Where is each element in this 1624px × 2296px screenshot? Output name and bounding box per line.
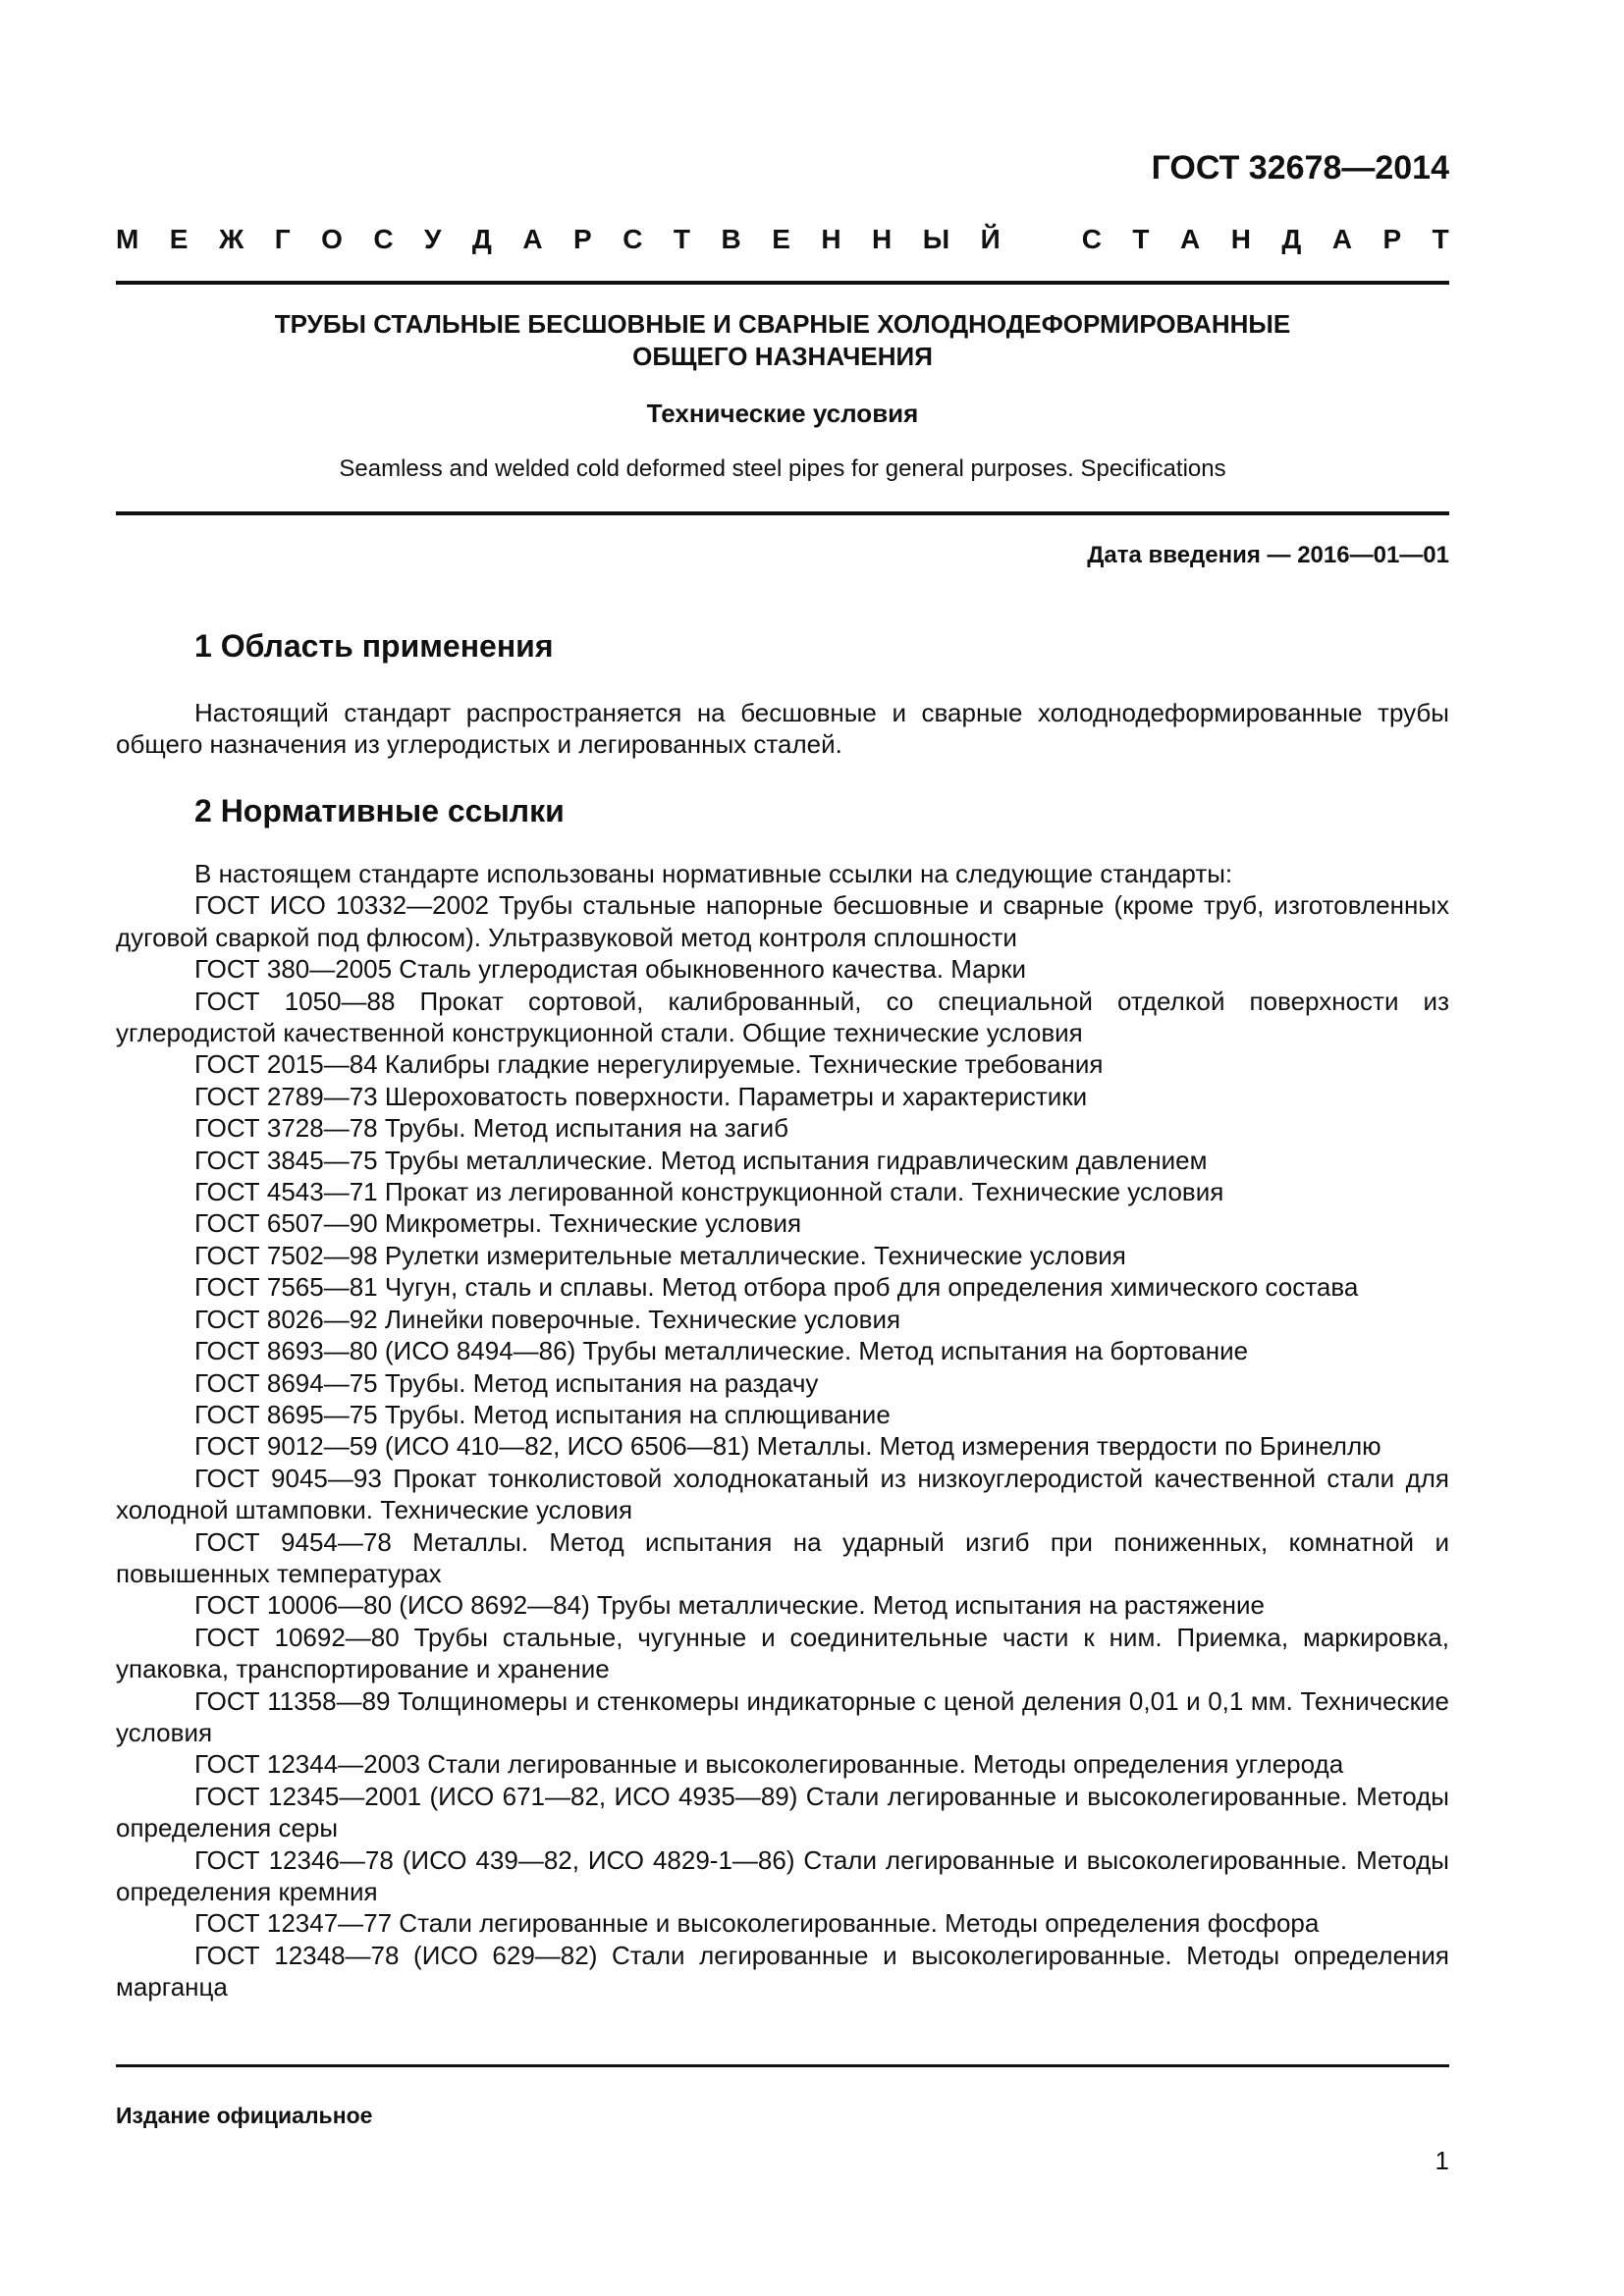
banner-letter: Е	[169, 224, 189, 254]
reference-item: ГОСТ 1050—88 Прокат сортовой, калиброванный, со специальной отделкой поверхности из углеродистой качественной конструкционной стали. Общие технические условия	[116, 986, 1449, 1048]
reference-item: ГОСТ 3728—78 Трубы. Метод испытания на загиб	[194, 1113, 789, 1144]
banner-letter: У	[424, 224, 442, 254]
banner-letter: Д	[1281, 224, 1302, 254]
reference-item: ГОСТ 9454—78 Металлы. Метод испытания на ударный изгиб при пониженных, комнатной и повышенных температурах	[116, 1526, 1449, 1588]
banner-letter: М	[116, 224, 139, 254]
banner-letter: А	[522, 224, 543, 254]
standard-designation: ГОСТ 32678—2014	[1151, 149, 1449, 187]
official-edition-label: Издание официальное	[116, 2103, 373, 2128]
reference-item: ГОСТ 12344—2003 Стали легированные и высоколегированные. Методы определения углерода	[194, 1749, 1344, 1780]
reference-item: ГОСТ 9045—93 Прокат тонколистовой холоднокатаный из низкоуглеродистой качественной стали для холодной штамповки. Технические условия	[116, 1463, 1449, 1525]
banner-letter: А	[1331, 224, 1353, 254]
banner-letter: Р	[573, 224, 592, 254]
introduction-date: Дата введения — 2016—01—01	[1087, 542, 1449, 568]
banner-letter: Н	[1230, 224, 1251, 254]
banner-letter: Й	[980, 224, 1001, 254]
banner-letter: Ж	[218, 224, 244, 254]
references-intro: В настоящем стандарте использованы нормативные ссылки на следующие стандарты:	[194, 859, 1233, 888]
reference-item: ГОСТ 12345—2001 (ИСО 671—82, ИСО 4935—89) Стали легированные и высоколегированные. Методы определения серы	[116, 1781, 1449, 1843]
page-number: 1	[1435, 2146, 1449, 2175]
reference-item: ГОСТ 8693—80 (ИСО 8494—86) Трубы металлические. Метод испытания на бортование	[194, 1336, 1249, 1366]
banner-letter: Т	[673, 224, 691, 254]
banner-letter: Г	[274, 224, 291, 254]
header-rule	[116, 281, 1449, 285]
section-1-heading: 1 Область применения	[194, 628, 554, 664]
banner-letter: Т	[1432, 224, 1449, 254]
reference-item: ГОСТ 10692—80 Трубы стальные, чугунные и соединительные части к ним. Приемка, маркировка, упаковка, транспортирование и хранение	[116, 1622, 1449, 1684]
reference-item: ГОСТ 12346—78 (ИСО 439—82, ИСО 4829-1—86) Стали легированные и высоколегированные. Методы определения кремния	[116, 1844, 1449, 1906]
reference-item: ГОСТ 380—2005 Сталь углеродистая обыкновенного качества. Марки	[194, 954, 1026, 985]
reference-item: ГОСТ ИСО 10332—2002 Трубы стальные напорные бесшовные и сварные (кроме труб, изготовленных дуговой сваркой под флюсом). Ультразвуковой метод контроля сплошности	[116, 890, 1449, 952]
reference-item: ГОСТ 10006—80 (ИСО 8692—84) Трубы металлические. Метод испытания на растяжение	[194, 1590, 1265, 1621]
document-subtitle: Технические условия	[646, 399, 919, 428]
reference-item: ГОСТ 2015—84 Калибры гладкие нерегулируемые. Технические требования	[194, 1049, 1104, 1080]
reference-item: ГОСТ 11358—89 Толщиномеры и стенкомеры индикаторные с ценой деления 0,01 и 0,1 мм. Технические условия	[116, 1685, 1449, 1747]
section-2-heading: 2 Нормативные ссылки	[194, 793, 565, 828]
reference-item: ГОСТ 12348—78 (ИСО 629—82) Стали легированные и высоколегированные. Методы определения марганца	[116, 1940, 1449, 2002]
document-title	[116, 308, 1449, 373]
footer-rule	[116, 2064, 1449, 2067]
banner-letter: Ы	[922, 224, 950, 254]
reference-item: ГОСТ 8694—75 Трубы. Метод испытания на раздачу	[194, 1367, 819, 1398]
reference-item: ГОСТ 8695—75 Трубы. Метод испытания на сплющивание	[194, 1399, 891, 1429]
reference-item: ГОСТ 9012—59 (ИСО 410—82, ИСО 6506—81) Металлы. Метод измерения твердости по Бринеллю	[194, 1431, 1381, 1462]
section-1-text: Настоящий стандарт распространяется на бесшовные и сварные холоднодеформированные трубы общего назначения из углеродистых и легированных сталей.	[116, 698, 1449, 760]
banner-letter: Н	[872, 224, 893, 254]
normative-references	[116, 858, 1449, 2003]
banner-letter: Е	[772, 224, 790, 254]
banner-letter: А	[1179, 224, 1201, 254]
interstate-standard-banner	[116, 224, 1449, 255]
banner-letter: В	[721, 224, 741, 254]
banner-letter: Д	[471, 224, 492, 254]
reference-item: ГОСТ 8026—92 Линейки поверочные. Технические условия	[194, 1304, 901, 1334]
reference-item: ГОСТ 4543—71 Прокат из легированной конструкционной стали. Технические условия	[194, 1177, 1224, 1207]
english-title: Seamless and welded cold deformed steel pipes for general purposes. Specifications	[339, 455, 1226, 482]
banner-letter: О	[321, 224, 343, 254]
banner-letter: С	[623, 224, 643, 254]
reference-item: ГОСТ 12347—77 Стали легированные и высоколегированные. Методы определения фосфора	[194, 1908, 1320, 1939]
banner-letter: С	[373, 224, 394, 254]
title-rule	[116, 511, 1449, 515]
banner-letter: С	[1081, 224, 1102, 254]
reference-item: ГОСТ 3845—75 Трубы металлические. Метод испытания гидравлическим давлением	[194, 1145, 1208, 1175]
banner-letter: Т	[1132, 224, 1150, 254]
title-line-1: ТРУБЫ СТАЛЬНЫЕ БЕСШОВНЫЕ И СВАРНЫЕ ХОЛОДНОДЕФОРМИРОВАННЫЕ	[274, 309, 1291, 339]
reference-item: ГОСТ 7565—81 Чугун, сталь и сплавы. Метод отбора проб для определения химического состава	[194, 1272, 1359, 1303]
title-line-2: ОБЩЕГО НАЗНАЧЕНИЯ	[632, 342, 933, 371]
banner-letter: Р	[1382, 224, 1402, 254]
reference-item: ГОСТ 6507—90 Микрометры. Технические условия	[194, 1208, 802, 1239]
banner-letter: Н	[821, 224, 841, 254]
reference-item: ГОСТ 7502—98 Рулетки измерительные металлические. Технические условия	[194, 1240, 1126, 1270]
reference-item: ГОСТ 2789—73 Шероховатость поверхности. Параметры и характеристики	[194, 1081, 1088, 1111]
